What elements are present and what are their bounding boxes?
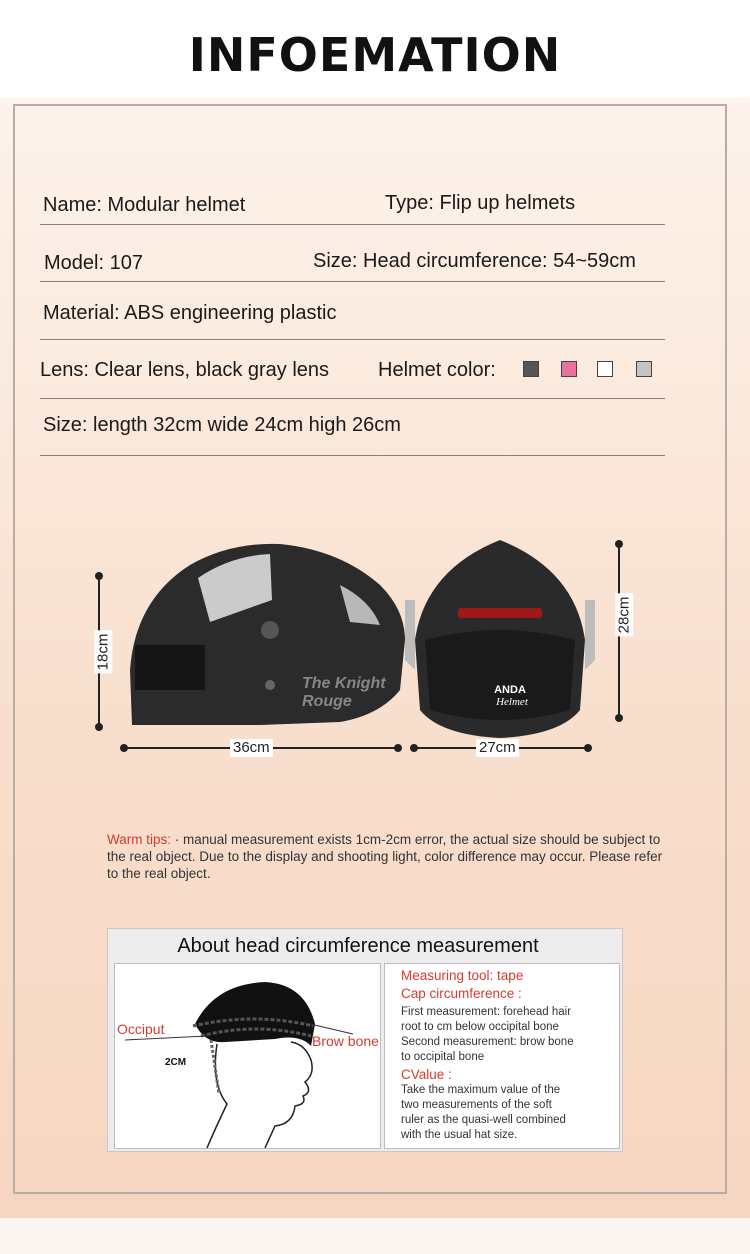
measuring-tool: Measuring tool: tape: [401, 968, 524, 983]
front-helmet-image: [405, 540, 595, 738]
visor-script: Helmet: [496, 696, 528, 708]
cvalue-line-3: ruler as the quasi-well combined: [401, 1114, 566, 1126]
spec-lens: Lens: Clear lens, black gray lens: [40, 359, 330, 381]
spec-color-label: Helmet color:: [378, 359, 496, 381]
color-swatch-pink: [561, 361, 577, 377]
spec-type: Type: Flip up helmets: [385, 192, 576, 214]
divider: [40, 339, 665, 340]
first-measurement-line-2: root to cm below occipital bone: [401, 1021, 559, 1033]
color-swatch-dark-gray: [523, 361, 539, 377]
spec-dimensions: Size: length 32cm wide 24cm high 26cm: [43, 414, 401, 436]
divider: [40, 281, 665, 282]
watermark-bottom: Rouge: [302, 693, 352, 710]
cvalue-line-2: two measurements of the soft: [401, 1099, 552, 1111]
cap-circumference-heading: Cap circumference :: [401, 986, 522, 1001]
second-measurement-line-2: to occipital bone: [401, 1051, 485, 1063]
side-helmet-image: [130, 544, 405, 725]
divider: [40, 398, 665, 399]
front-width-label: 27cm: [476, 739, 519, 757]
cvalue-line-1: Take the maximum value of the: [401, 1084, 561, 1096]
page-title: INFOEMATION: [188, 28, 562, 82]
two-cm-label: 2CM: [165, 1057, 187, 1068]
side-height-label: 18cm: [94, 631, 112, 674]
color-swatch-white: [597, 361, 613, 377]
measurement-instructions: [384, 963, 620, 1149]
spec-head-size: Size: Head circumference: 54~59cm: [313, 250, 636, 272]
warm-tips-label: Warm tips:: [107, 832, 171, 847]
spec-name: Name: Modular helmet: [43, 194, 246, 216]
divider: [40, 224, 665, 225]
spec-material: Material: ABS engineering plastic: [43, 302, 337, 324]
warm-tips-text: · manual measurement exists 1cm-2cm error, the actual size should be subject to the real object. Due to the display and shooting light, color difference may occur. Please refer to the real object.: [107, 832, 663, 881]
divider: [40, 455, 665, 456]
bottom-strip: [0, 1218, 750, 1254]
first-measurement-line-1: First measurement: forehead hair: [401, 1006, 572, 1018]
brow-bone-label: Brow bone: [312, 1033, 379, 1049]
second-measurement-line-1: Second measurement: brow bone: [401, 1036, 574, 1048]
measurement-title: About head circumference measurement: [177, 935, 539, 957]
cvalue-line-4: with the usual hat size.: [401, 1129, 518, 1141]
occiput-label: Occiput: [117, 1021, 165, 1037]
side-length-label: 36cm: [230, 739, 273, 757]
warm-tips: [107, 831, 667, 882]
head-diagram-panel: [114, 963, 381, 1149]
measurement-box: [107, 928, 623, 1152]
cvalue-heading: CValue :: [401, 1067, 452, 1082]
color-swatch-light-gray: [636, 361, 652, 377]
visor-logo: ANDA: [494, 684, 526, 696]
spec-model: Model: 107: [44, 252, 143, 274]
head-diagram: [115, 964, 380, 1148]
watermark-top: The Knight: [302, 675, 386, 692]
helmet-dimension-figure: [80, 530, 650, 770]
front-height-label: 28cm: [615, 594, 633, 637]
